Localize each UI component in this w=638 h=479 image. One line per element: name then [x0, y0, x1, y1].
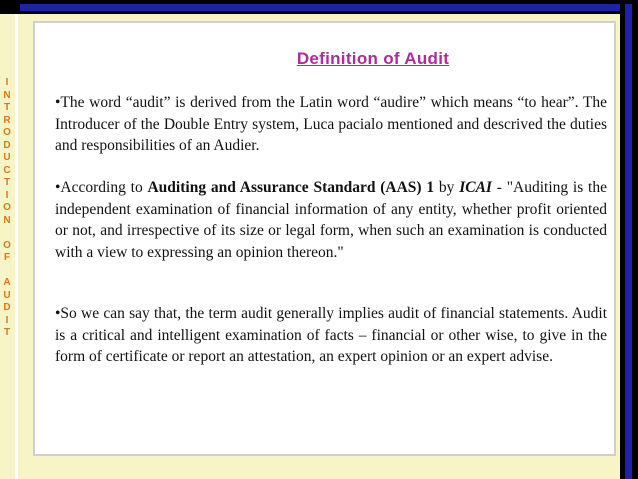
vertical-title-letter: D	[3, 139, 11, 151]
vertical-title-letter: D	[3, 302, 11, 313]
vertical-title-letter: I	[5, 314, 9, 326]
slide-title: Definition of Audit	[296, 49, 450, 68]
vertical-title-letter: C	[3, 164, 11, 176]
vertical-title-letter: T	[3, 102, 11, 113]
vertical-title-letter: U	[3, 289, 11, 301]
vertical-title-letter: O	[3, 127, 11, 138]
vertical-title-letter: N	[3, 214, 11, 226]
vertical-title-letter: I	[5, 77, 9, 88]
vertical-title-letter: T	[3, 177, 11, 188]
top-frame-accent	[20, 4, 620, 11]
vertical-title-letter: A	[3, 277, 11, 288]
standard-name: Auditing and Assurance Standard (AAS) 1	[147, 179, 435, 196]
vertical-title-letter: I	[5, 189, 9, 201]
paragraph-origin: •The word “audit” is derived from the Latin word “audire” which means “to hear”. The Introducer of the Double Entry system, Luca pacialo mentioned and descrived the duties and responsibilities of an Audier.	[55, 94, 607, 154]
vertical-title-letter: O	[3, 239, 11, 251]
vertical-section-title	[0, 77, 14, 340]
vertical-title-letter: N	[3, 89, 11, 101]
slide-card	[33, 21, 616, 456]
vertical-title-letter: R	[3, 114, 11, 126]
vertical-title-letter: T	[3, 327, 11, 338]
paragraph-definition	[55, 177, 607, 263]
definition-by: by	[434, 179, 460, 196]
paragraph-summary: •So we can say that, the term audit generally implies audit of financial statements. Audit is a critical and intelligent examination of facts – financial or other wise, to give in the form of certificate or report an attestation, an expert opinion or an expert advise.	[55, 305, 607, 365]
vertical-title-letter: U	[3, 152, 11, 163]
definition-prefix: •According to	[55, 179, 148, 196]
organization-name: ICAI	[459, 179, 492, 196]
vertical-title-letter: O	[3, 202, 11, 213]
left-divider	[15, 14, 18, 479]
vertical-title-letter: F	[3, 252, 11, 263]
definition-text: - "Auditing is the independent examination of financial information of any entity, whether profit oriented or not, and irrespective of its size or legal form, when such an examination is conducted with a view to expressing an opinion thereon."	[55, 179, 607, 261]
right-frame-accent	[625, 4, 632, 479]
